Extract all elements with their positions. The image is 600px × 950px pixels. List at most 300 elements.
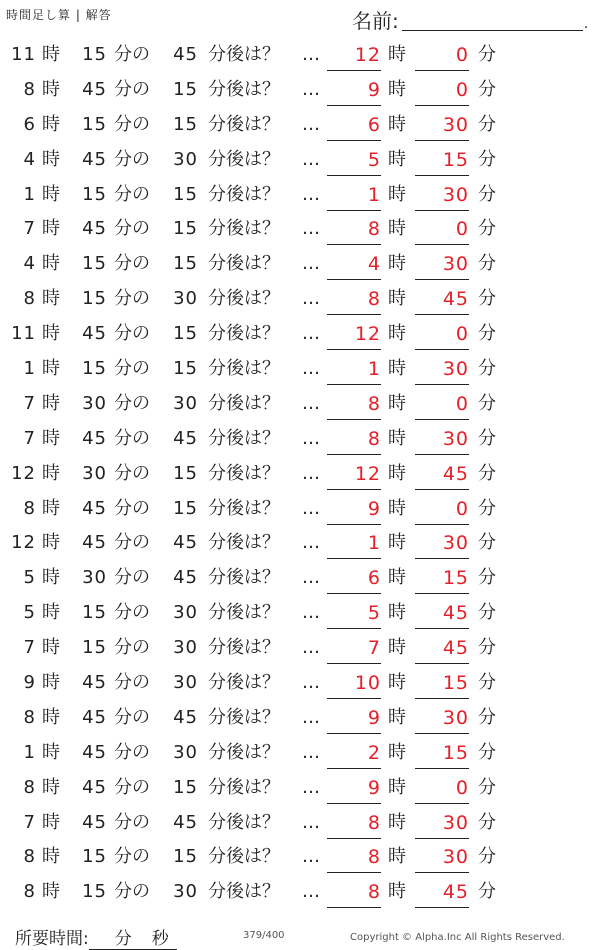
minute-of-label: 分の xyxy=(114,846,150,868)
answer-hour-unit: 時 xyxy=(388,706,406,728)
answer-minute: 0 xyxy=(415,79,469,106)
answer-hour-unit: 時 xyxy=(388,532,406,554)
added-minutes: 45 xyxy=(173,427,198,449)
start-minute: 30 xyxy=(82,462,107,484)
answer-minute: 45 xyxy=(415,881,469,908)
minute-of-label: 分の xyxy=(114,462,150,484)
answer-minute-unit: 分 xyxy=(478,637,496,659)
hour-unit: 時 xyxy=(42,706,60,728)
added-minutes: 30 xyxy=(173,741,198,763)
minutes-later-label: 分後は？ xyxy=(208,462,280,484)
ellipsis: … xyxy=(302,497,320,519)
start-minute: 45 xyxy=(82,741,107,763)
answer-minute: 0 xyxy=(415,777,469,804)
hour-unit: 時 xyxy=(42,881,60,903)
answer-hour-unit: 時 xyxy=(388,741,406,763)
start-hour: 8 xyxy=(23,288,36,310)
start-minute: 45 xyxy=(82,78,107,100)
start-hour: 8 xyxy=(23,776,36,798)
ellipsis: … xyxy=(302,323,320,345)
problem-row xyxy=(0,212,600,247)
name-label: 名前: xyxy=(352,9,399,33)
ellipsis: … xyxy=(302,218,320,240)
minutes-later-label: 分後は？ xyxy=(208,113,280,135)
added-minutes: 15 xyxy=(173,462,198,484)
answer-hour: 6 xyxy=(327,114,381,141)
minutes-later-label: 分後は？ xyxy=(208,706,280,728)
added-minutes: 30 xyxy=(173,881,198,903)
start-hour: 4 xyxy=(23,148,36,170)
answer-minute-unit: 分 xyxy=(478,462,496,484)
answer-hour-unit: 時 xyxy=(388,637,406,659)
start-minute: 45 xyxy=(82,148,107,170)
problem-row xyxy=(0,247,600,282)
problem-row xyxy=(0,317,600,352)
hour-unit: 時 xyxy=(42,358,60,380)
hour-unit: 時 xyxy=(42,78,60,100)
minutes-later-label: 分後は？ xyxy=(208,78,280,100)
ellipsis: … xyxy=(302,881,320,903)
answer-minute: 45 xyxy=(415,463,469,490)
minutes-later-label: 分後は？ xyxy=(208,637,280,659)
added-minutes: 15 xyxy=(173,497,198,519)
answer-hour-unit: 時 xyxy=(388,392,406,414)
start-minute: 15 xyxy=(82,113,107,135)
minute-of-label: 分の xyxy=(114,44,150,65)
answer-hour-unit: 時 xyxy=(388,427,406,449)
answer-minute: 30 xyxy=(415,253,469,280)
ellipsis: … xyxy=(302,358,320,380)
hour-unit: 時 xyxy=(42,427,60,449)
problem-row xyxy=(0,631,600,666)
ellipsis: … xyxy=(302,392,320,414)
minutes-later-label: 分後は？ xyxy=(208,602,280,624)
minute-of-label: 分の xyxy=(114,392,150,414)
problem-row xyxy=(0,108,600,143)
answer-minute-unit: 分 xyxy=(478,672,496,694)
answer-minute-unit: 分 xyxy=(478,427,496,449)
problem-row xyxy=(0,387,600,422)
added-minutes: 15 xyxy=(173,218,198,240)
minute-of-label: 分の xyxy=(114,288,150,310)
answer-minute: 0 xyxy=(415,393,469,420)
minutes-later-label: 分後は？ xyxy=(208,183,280,205)
answer-minute-unit: 分 xyxy=(478,218,496,240)
answer-minute-unit: 分 xyxy=(478,44,496,65)
start-minute: 15 xyxy=(82,881,107,903)
minutes-later-label: 分後は？ xyxy=(208,253,280,275)
answer-hour: 9 xyxy=(327,498,381,525)
problem-row xyxy=(0,771,600,806)
start-hour: 11 xyxy=(11,44,36,65)
added-minutes: 30 xyxy=(173,148,198,170)
start-minute: 45 xyxy=(82,323,107,345)
minute-of-label: 分の xyxy=(114,78,150,100)
start-hour: 8 xyxy=(23,846,36,868)
answer-minute: 30 xyxy=(415,114,469,141)
name-blank-line xyxy=(402,10,583,31)
answer-minute: 15 xyxy=(415,567,469,594)
start-minute: 15 xyxy=(82,253,107,275)
answer-minute: 15 xyxy=(415,672,469,699)
problem-row xyxy=(0,875,600,910)
hour-unit: 時 xyxy=(42,672,60,694)
problem-row xyxy=(0,666,600,701)
ellipsis: … xyxy=(302,532,320,554)
answer-minute: 30 xyxy=(415,846,469,873)
start-hour: 12 xyxy=(11,532,36,554)
added-minutes: 15 xyxy=(173,846,198,868)
problem-row xyxy=(0,73,600,108)
answer-minute-unit: 分 xyxy=(478,78,496,100)
start-minute: 15 xyxy=(82,183,107,205)
answer-hour: 7 xyxy=(327,637,381,664)
minutes-later-label: 分後は？ xyxy=(208,323,280,345)
start-hour: 11 xyxy=(11,323,36,345)
start-minute: 45 xyxy=(82,811,107,833)
start-hour: 7 xyxy=(23,811,36,833)
problem-row xyxy=(0,526,600,561)
answer-hour: 12 xyxy=(327,323,381,350)
answer-minute: 30 xyxy=(415,184,469,211)
hour-unit: 時 xyxy=(42,637,60,659)
answer-minute-unit: 分 xyxy=(478,183,496,205)
answer-minute-unit: 分 xyxy=(478,497,496,519)
added-minutes: 30 xyxy=(173,602,198,624)
answer-hour-unit: 時 xyxy=(388,497,406,519)
minutes-later-label: 分後は？ xyxy=(208,44,280,65)
hour-unit: 時 xyxy=(42,532,60,554)
answer-hour-unit: 時 xyxy=(388,881,406,903)
hour-unit: 時 xyxy=(42,183,60,205)
answer-hour: 9 xyxy=(327,707,381,734)
start-minute: 15 xyxy=(82,358,107,380)
hour-unit: 時 xyxy=(42,113,60,135)
answer-hour: 8 xyxy=(327,881,381,908)
answer-minute-unit: 分 xyxy=(478,532,496,554)
start-minute: 45 xyxy=(82,218,107,240)
answer-hour-unit: 時 xyxy=(388,358,406,380)
added-minutes: 15 xyxy=(173,358,198,380)
answer-minute: 0 xyxy=(415,323,469,350)
minutes-later-label: 分後は？ xyxy=(208,392,280,414)
answer-hour-unit: 時 xyxy=(388,672,406,694)
start-minute: 15 xyxy=(82,846,107,868)
answer-hour-unit: 時 xyxy=(388,288,406,310)
minutes-later-label: 分後は？ xyxy=(208,288,280,310)
ellipsis: … xyxy=(302,776,320,798)
start-minute: 30 xyxy=(82,392,107,414)
answer-hour: 1 xyxy=(327,532,381,559)
ellipsis: … xyxy=(302,706,320,728)
answer-hour-unit: 時 xyxy=(388,113,406,135)
ellipsis: … xyxy=(302,567,320,589)
ellipsis: … xyxy=(302,427,320,449)
answer-hour: 2 xyxy=(327,742,381,769)
minutes-later-label: 分後は？ xyxy=(208,846,280,868)
ellipsis: … xyxy=(302,183,320,205)
ellipsis: … xyxy=(302,741,320,763)
added-minutes: 30 xyxy=(173,392,198,414)
answer-hour: 12 xyxy=(327,463,381,490)
problem-row xyxy=(0,457,600,492)
problem-row xyxy=(0,736,600,771)
answer-minute-unit: 分 xyxy=(478,776,496,798)
hour-unit: 時 xyxy=(42,462,60,484)
name-end-dot: . xyxy=(583,16,589,32)
answer-minute: 0 xyxy=(415,44,469,71)
added-minutes: 30 xyxy=(173,672,198,694)
answer-hour-unit: 時 xyxy=(388,462,406,484)
minute-of-label: 分の xyxy=(114,811,150,833)
start-minute: 30 xyxy=(82,567,107,589)
answer-hour-unit: 時 xyxy=(388,148,406,170)
answer-hour: 1 xyxy=(327,358,381,385)
minute-of-label: 分の xyxy=(114,497,150,519)
start-hour: 8 xyxy=(23,706,36,728)
answer-hour-unit: 時 xyxy=(388,567,406,589)
start-hour: 7 xyxy=(23,392,36,414)
start-hour: 7 xyxy=(23,218,36,240)
answer-hour: 5 xyxy=(327,602,381,629)
minute-of-label: 分の xyxy=(114,741,150,763)
answer-minute-unit: 分 xyxy=(478,358,496,380)
minute-of-label: 分の xyxy=(114,637,150,659)
answer-hour-unit: 時 xyxy=(388,218,406,240)
minutes-later-label: 分後は？ xyxy=(208,776,280,798)
answer-hour-unit: 時 xyxy=(388,78,406,100)
minute-of-label: 分の xyxy=(114,567,150,589)
ellipsis: … xyxy=(302,637,320,659)
added-minutes: 15 xyxy=(173,253,198,275)
start-hour: 6 xyxy=(23,113,36,135)
added-minutes: 45 xyxy=(173,44,198,65)
minutes-later-label: 分後は？ xyxy=(208,532,280,554)
hour-unit: 時 xyxy=(42,392,60,414)
minute-of-label: 分の xyxy=(114,113,150,135)
added-minutes: 45 xyxy=(173,811,198,833)
answer-hour: 8 xyxy=(327,393,381,420)
start-hour: 8 xyxy=(23,78,36,100)
hour-unit: 時 xyxy=(42,846,60,868)
answer-minute: 30 xyxy=(415,532,469,559)
required-time-label: 所要時間: xyxy=(15,929,89,949)
answer-minute-unit: 分 xyxy=(478,741,496,763)
added-minutes: 15 xyxy=(173,776,198,798)
start-minute: 45 xyxy=(82,706,107,728)
added-minutes: 15 xyxy=(173,183,198,205)
answer-hour: 8 xyxy=(327,218,381,245)
minutes-later-label: 分後は？ xyxy=(208,497,280,519)
hour-unit: 時 xyxy=(42,811,60,833)
problem-row xyxy=(0,596,600,631)
problem-list xyxy=(0,38,600,910)
start-hour: 1 xyxy=(23,183,36,205)
answer-minute: 30 xyxy=(415,428,469,455)
ellipsis: … xyxy=(302,602,320,624)
added-minutes: 45 xyxy=(173,706,198,728)
answer-hour: 12 xyxy=(327,44,381,71)
answer-hour-unit: 時 xyxy=(388,323,406,345)
answer-minute-unit: 分 xyxy=(478,113,496,135)
answer-minute: 15 xyxy=(415,742,469,769)
answer-hour-unit: 時 xyxy=(388,602,406,624)
minutes-later-label: 分後は？ xyxy=(208,741,280,763)
minutes-later-label: 分後は？ xyxy=(208,672,280,694)
seconds-unit: 秒 xyxy=(151,929,169,949)
answer-minute: 0 xyxy=(415,218,469,245)
answer-minute-unit: 分 xyxy=(478,881,496,903)
minute-of-label: 分の xyxy=(114,672,150,694)
minute-of-label: 分の xyxy=(114,881,150,903)
minutes-later-label: 分後は？ xyxy=(208,358,280,380)
required-time-blank xyxy=(89,924,177,950)
added-minutes: 30 xyxy=(173,637,198,659)
hour-unit: 時 xyxy=(42,602,60,624)
answer-hour: 10 xyxy=(327,672,381,699)
start-hour: 7 xyxy=(23,427,36,449)
minutes-later-label: 分後は？ xyxy=(208,427,280,449)
answer-hour: 8 xyxy=(327,846,381,873)
problem-row xyxy=(0,561,600,596)
minute-of-label: 分の xyxy=(114,148,150,170)
ellipsis: … xyxy=(302,288,320,310)
minutes-later-label: 分後は？ xyxy=(208,881,280,903)
hour-unit: 時 xyxy=(42,218,60,240)
added-minutes: 15 xyxy=(173,323,198,345)
answer-hour: 6 xyxy=(327,567,381,594)
start-minute: 15 xyxy=(82,44,107,65)
hour-unit: 時 xyxy=(42,148,60,170)
answer-hour: 1 xyxy=(327,184,381,211)
worksheet-title: 時間足し算 | 解答 xyxy=(6,8,112,22)
start-hour: 4 xyxy=(23,253,36,275)
start-hour: 8 xyxy=(23,881,36,903)
ellipsis: … xyxy=(302,846,320,868)
answer-minute-unit: 分 xyxy=(478,846,496,868)
answer-minute-unit: 分 xyxy=(478,706,496,728)
added-minutes: 30 xyxy=(173,288,198,310)
added-minutes: 45 xyxy=(173,567,198,589)
start-hour: 8 xyxy=(23,497,36,519)
minute-of-label: 分の xyxy=(114,183,150,205)
answer-hour-unit: 時 xyxy=(388,776,406,798)
answer-minute-unit: 分 xyxy=(478,148,496,170)
start-minute: 45 xyxy=(82,427,107,449)
answer-hour: 9 xyxy=(327,79,381,106)
start-minute: 15 xyxy=(82,602,107,624)
required-time xyxy=(15,924,177,950)
answer-minute-unit: 分 xyxy=(478,253,496,275)
minute-of-label: 分の xyxy=(114,532,150,554)
start-hour: 1 xyxy=(23,741,36,763)
answer-hour: 5 xyxy=(327,149,381,176)
answer-hour: 8 xyxy=(327,812,381,839)
problem-row xyxy=(0,840,600,875)
ellipsis: … xyxy=(302,78,320,100)
start-minute: 45 xyxy=(82,497,107,519)
answer-minute: 30 xyxy=(415,812,469,839)
start-minute: 45 xyxy=(82,532,107,554)
minute-of-label: 分の xyxy=(114,253,150,275)
answer-minute-unit: 分 xyxy=(478,323,496,345)
problem-row xyxy=(0,492,600,527)
hour-unit: 時 xyxy=(42,776,60,798)
page-number: 379/400 xyxy=(243,930,285,941)
answer-hour: 9 xyxy=(327,777,381,804)
answer-minute-unit: 分 xyxy=(478,567,496,589)
start-hour: 5 xyxy=(23,567,36,589)
start-hour: 1 xyxy=(23,358,36,380)
answer-minute: 45 xyxy=(415,637,469,664)
start-hour: 7 xyxy=(23,637,36,659)
problem-row xyxy=(0,282,600,317)
minute-of-label: 分の xyxy=(114,706,150,728)
hour-unit: 時 xyxy=(42,323,60,345)
hour-unit: 時 xyxy=(42,567,60,589)
start-minute: 15 xyxy=(82,288,107,310)
answer-minute-unit: 分 xyxy=(478,811,496,833)
added-minutes: 15 xyxy=(173,78,198,100)
minute-of-label: 分の xyxy=(114,358,150,380)
copyright-notice: Copyright © Alpha.Inc All Rights Reserved. xyxy=(350,932,565,943)
answer-hour-unit: 時 xyxy=(388,183,406,205)
name-field xyxy=(352,5,588,34)
answer-minute: 45 xyxy=(415,602,469,629)
start-hour: 5 xyxy=(23,602,36,624)
answer-minute-unit: 分 xyxy=(478,602,496,624)
minutes-later-label: 分後は？ xyxy=(208,148,280,170)
ellipsis: … xyxy=(302,462,320,484)
ellipsis: … xyxy=(302,113,320,135)
ellipsis: … xyxy=(302,672,320,694)
minutes-later-label: 分後は？ xyxy=(208,811,280,833)
hour-unit: 時 xyxy=(42,741,60,763)
problem-row xyxy=(0,38,600,73)
answer-minute: 0 xyxy=(415,498,469,525)
answer-minute: 45 xyxy=(415,288,469,315)
start-hour: 9 xyxy=(23,672,36,694)
problem-row xyxy=(0,806,600,841)
problem-row xyxy=(0,422,600,457)
answer-minute-unit: 分 xyxy=(478,288,496,310)
minutes-later-label: 分後は？ xyxy=(208,567,280,589)
answer-minute: 30 xyxy=(415,707,469,734)
answer-hour: 4 xyxy=(327,253,381,280)
minute-of-label: 分の xyxy=(114,427,150,449)
minute-of-label: 分の xyxy=(114,323,150,345)
answer-hour: 8 xyxy=(327,288,381,315)
minutes-later-label: 分後は？ xyxy=(208,218,280,240)
answer-hour: 8 xyxy=(327,428,381,455)
ellipsis: … xyxy=(302,253,320,275)
hour-unit: 時 xyxy=(42,497,60,519)
minutes-unit: 分 xyxy=(114,929,132,949)
answer-minute: 15 xyxy=(415,149,469,176)
added-minutes: 45 xyxy=(173,532,198,554)
start-hour: 12 xyxy=(11,462,36,484)
hour-unit: 時 xyxy=(42,44,60,65)
problem-row xyxy=(0,352,600,387)
answer-minute-unit: 分 xyxy=(478,392,496,414)
answer-hour-unit: 時 xyxy=(388,44,406,65)
problem-row xyxy=(0,143,600,178)
hour-unit: 時 xyxy=(42,288,60,310)
minute-of-label: 分の xyxy=(114,776,150,798)
minute-of-label: 分の xyxy=(114,218,150,240)
added-minutes: 15 xyxy=(173,113,198,135)
problem-row xyxy=(0,701,600,736)
